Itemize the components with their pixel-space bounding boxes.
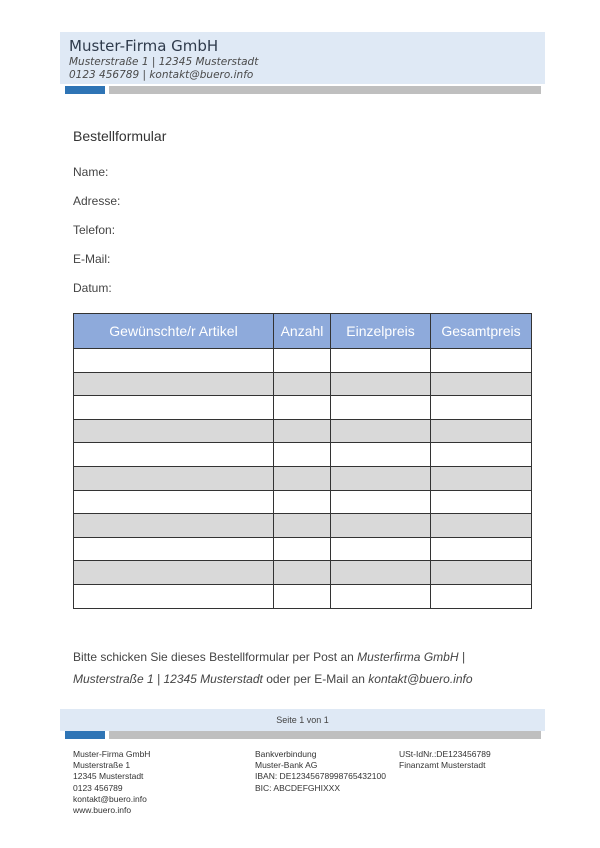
closing-company: Musterfirma GmbH | <box>357 650 465 664</box>
table-cell[interactable] <box>431 419 532 443</box>
table-row <box>74 584 532 608</box>
table-cell[interactable] <box>274 584 331 608</box>
table-cell[interactable] <box>274 514 331 538</box>
table-body <box>74 349 532 609</box>
table-cell[interactable] <box>74 561 274 585</box>
page-number: Seite 1 von 1 <box>276 715 329 725</box>
table-cell[interactable] <box>431 584 532 608</box>
footer-website: www.buero.info <box>73 805 132 816</box>
footer-company-info <box>73 749 150 816</box>
table-cell[interactable] <box>431 514 532 538</box>
table-cell[interactable] <box>331 419 431 443</box>
footer-tax-info <box>399 749 491 771</box>
table-row <box>74 396 532 420</box>
table-cell[interactable] <box>274 443 331 467</box>
footer-street: Musterstraße 1 <box>73 760 131 771</box>
footer-phone: 0123 456789 <box>73 782 123 793</box>
field-email-label: E-Mail: <box>73 252 111 266</box>
table-cell[interactable] <box>431 466 532 490</box>
form-title: Bestellformular <box>73 128 167 144</box>
closing-text-prefix: Bitte schicken Sie dieses Bestellformular per Post an <box>73 650 358 664</box>
table-cell[interactable] <box>74 372 274 396</box>
column-header-article: Gewünschte/r Artikel <box>74 314 274 349</box>
table-cell[interactable] <box>274 349 331 373</box>
table-row <box>74 490 532 514</box>
field-address-label: Adresse: <box>73 194 121 208</box>
field-date-label: Datum: <box>73 281 112 295</box>
closing-email: kontakt@buero.info <box>368 672 473 686</box>
table-cell[interactable] <box>274 490 331 514</box>
table-cell[interactable] <box>431 443 532 467</box>
table-cell[interactable] <box>431 349 532 373</box>
table-cell[interactable] <box>74 419 274 443</box>
table-cell[interactable] <box>331 514 431 538</box>
table-row <box>74 561 532 585</box>
header-accent-bar-blue <box>65 86 105 94</box>
company-name: Muster-Firma GmbH <box>69 37 219 55</box>
column-header-total-price: Gesamtpreis <box>431 314 532 349</box>
table-cell[interactable] <box>331 561 431 585</box>
column-header-quantity: Anzahl <box>274 314 331 349</box>
table-cell[interactable] <box>74 466 274 490</box>
table-cell[interactable] <box>274 396 331 420</box>
table-cell[interactable] <box>74 514 274 538</box>
closing-line-1 <box>73 650 465 664</box>
table-cell[interactable] <box>74 537 274 561</box>
table-cell[interactable] <box>431 537 532 561</box>
footer-tax-office: Finanzamt Musterstadt <box>399 760 486 771</box>
table-cell[interactable] <box>331 584 431 608</box>
header-accent-bar-gray <box>109 86 541 94</box>
footer-accent-bar-gray <box>109 731 541 739</box>
footer-bank-heading: Bankverbindung <box>255 749 317 759</box>
table-cell[interactable] <box>274 466 331 490</box>
footer-iban: IBAN: DE12345678998765432100 <box>255 771 386 782</box>
table-cell[interactable] <box>331 349 431 373</box>
footer-city: 12345 Musterstadt <box>73 771 144 782</box>
closing-line-2 <box>73 672 473 686</box>
table-cell[interactable] <box>431 372 532 396</box>
table-cell[interactable] <box>274 372 331 396</box>
order-table <box>73 313 532 609</box>
table-cell[interactable] <box>274 561 331 585</box>
field-name-label: Name: <box>73 165 109 179</box>
footer-bank-name: Muster-Bank AG <box>255 760 318 771</box>
footer-email: kontakt@buero.info <box>73 793 147 804</box>
table-row <box>74 514 532 538</box>
table-cell[interactable] <box>331 490 431 514</box>
closing-text-middle: oder per E-Mail an <box>262 672 369 686</box>
table-cell[interactable] <box>331 537 431 561</box>
table-cell[interactable] <box>431 561 532 585</box>
table-cell[interactable] <box>74 490 274 514</box>
table-row <box>74 419 532 443</box>
table-row <box>74 537 532 561</box>
table-row <box>74 466 532 490</box>
table-row <box>74 349 532 373</box>
table-cell[interactable] <box>331 443 431 467</box>
table-row <box>74 372 532 396</box>
table-header-row <box>74 314 532 349</box>
table-cell[interactable] <box>431 490 532 514</box>
column-header-unit-price: Einzelpreis <box>331 314 431 349</box>
footer-company-name: Muster-Firma GmbH <box>73 749 151 759</box>
table-cell[interactable] <box>74 443 274 467</box>
table-cell[interactable] <box>274 419 331 443</box>
footer-accent-bar-blue <box>65 731 105 739</box>
company-contact: 0123 456789 | kontakt@buero.info <box>69 69 254 81</box>
table-cell[interactable] <box>74 349 274 373</box>
footer-bic: BIC: ABCDEFGHIXXX <box>255 782 341 793</box>
table-cell[interactable] <box>331 372 431 396</box>
table-cell[interactable] <box>331 396 431 420</box>
table-cell[interactable] <box>431 396 532 420</box>
table-cell[interactable] <box>74 584 274 608</box>
table-cell[interactable] <box>274 537 331 561</box>
field-phone-label: Telefon: <box>73 223 116 237</box>
table-cell[interactable] <box>74 396 274 420</box>
table-cell[interactable] <box>331 466 431 490</box>
footer-bank-info <box>255 749 386 794</box>
closing-address: Musterstraße 1 | 12345 Musterstadt <box>73 672 263 686</box>
company-address: Musterstraße 1 | 12345 Musterstadt <box>69 56 259 68</box>
footer-vat-id: USt-IdNr.:DE123456789 <box>399 749 491 759</box>
table-row <box>74 443 532 467</box>
